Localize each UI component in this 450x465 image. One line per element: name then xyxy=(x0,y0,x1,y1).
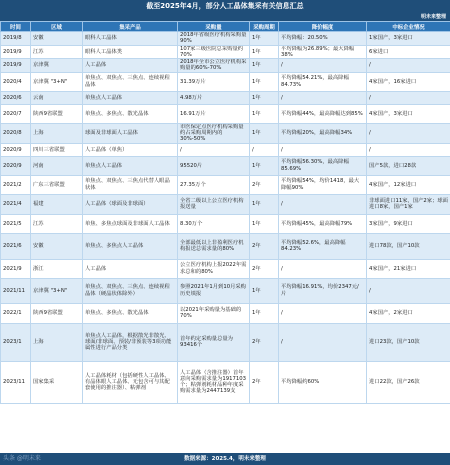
cell-cycle: 1年 xyxy=(250,32,279,46)
column-header-volume: 采购量 xyxy=(178,22,250,32)
cell-volume: 2018年全市公立医疗机构采购量的60%-70% xyxy=(178,59,250,73)
cell-winners: 4家国产，2家进口 xyxy=(367,303,450,323)
cell-volume: 全部最低以上非盈利医疗机构报送总需求量的80% xyxy=(178,233,250,259)
cell-time: 2020/7 xyxy=(1,104,31,123)
cell-time: 2021/4 xyxy=(1,194,31,214)
cell-product: 人工晶体耗材（包括硬性人工晶体、有晶体眼人工晶体、无包含可与其配套使用的推注器）、粘弹剂 xyxy=(83,361,178,403)
cell-volume: 2018年省级医疗机构采购量90% xyxy=(178,32,250,46)
cell-product: 人工晶体 xyxy=(83,59,178,73)
cell-product: 人工晶体 xyxy=(83,259,178,278)
cell-volume: 27.35万个 xyxy=(178,175,250,194)
cell-product: 单焦点、双焦点、三焦点、连续视程晶体（硬晶状体除外） xyxy=(83,278,178,303)
cell-winners: / xyxy=(367,91,450,104)
cell-region: 安徽 xyxy=(31,32,83,46)
table-row xyxy=(1,214,450,233)
cell-region: 安徽 xyxy=(31,233,83,259)
table-body xyxy=(1,32,450,404)
table-row xyxy=(1,123,450,143)
cell-volume: 107家三级医院总采购量约70% xyxy=(178,45,250,59)
cell-winners: / xyxy=(367,143,450,156)
cell-winners: 国产5款，进口28款 xyxy=(367,156,450,175)
cell-region: 江苏 xyxy=(31,214,83,233)
cell-drop: 平均降幅44%，最高降幅达到85% xyxy=(279,104,367,123)
cell-winners: 进口23款，国产10款 xyxy=(367,323,450,361)
cell-drop: / xyxy=(279,59,367,73)
cell-region: 四川三省联盟 xyxy=(31,143,83,156)
procurement-table xyxy=(0,21,450,404)
cell-region: 云南 xyxy=(31,91,83,104)
cell-winners: 4家国产，3家进口 xyxy=(367,104,450,123)
column-header-cycle: 采购周期 xyxy=(250,22,279,32)
cell-volume: 以2021年采购量为基础的70% xyxy=(178,303,250,323)
cell-region: 浙江 xyxy=(31,259,83,278)
cell-drop: 平均降幅54.21%，最高降幅84.73% xyxy=(279,72,367,91)
cell-cycle: 1年 xyxy=(250,91,279,104)
cell-region: 陕西9省联盟 xyxy=(31,303,83,323)
cell-region: 京津冀 "3+N" xyxy=(31,278,83,303)
cell-product: 单焦点、双焦点、三焦点代替人眼晶状体 xyxy=(83,175,178,194)
column-header-winners: 中标企业情况 xyxy=(367,22,450,32)
cell-time: 2020/6 xyxy=(1,91,31,104)
cell-volume: 公立医疗机构上报2022年需求总和的80% xyxy=(178,259,250,278)
cell-drop: 平均降幅45%，最高降幅79% xyxy=(279,214,367,233)
table-row xyxy=(1,361,450,403)
cell-time: 2019/9 xyxy=(1,59,31,73)
cell-time: 2023/11 xyxy=(1,361,31,403)
cell-winners: 4家国产，12家进口 xyxy=(367,175,450,194)
table-row xyxy=(1,45,450,59)
cell-cycle: 1年 xyxy=(250,72,279,91)
table-row xyxy=(1,259,450,278)
cell-winners: 非球面进口11家，国产2家；球面进口8家，国产1家 xyxy=(367,194,450,214)
cell-volume: 16.91万片 xyxy=(178,104,250,123)
cell-product: 人工晶体（单焦） xyxy=(83,143,178,156)
column-header-price-drop: 降价幅度 xyxy=(279,22,367,32)
table-row xyxy=(1,91,450,104)
cell-time: 2019/9 xyxy=(1,45,31,59)
cell-region: 河南 xyxy=(31,156,83,175)
cell-winners: 进口78款，国产10款 xyxy=(367,233,450,259)
table-row xyxy=(1,143,450,156)
cell-time: 2021/5 xyxy=(1,214,31,233)
cell-time: 2019/8 xyxy=(1,32,31,46)
cell-winners: 6家进口 xyxy=(367,45,450,59)
cell-winners: 3家国产，9家进口 xyxy=(367,214,450,233)
cell-product: 眼科人工晶体 xyxy=(83,32,178,46)
cell-cycle: 2年 xyxy=(250,361,279,403)
cell-time: 2021/6 xyxy=(1,233,31,259)
cell-product: 单焦点、双焦点、三焦点、连续视程晶体 xyxy=(83,72,178,91)
cell-cycle: 2年 xyxy=(250,233,279,259)
cell-time: 2021/2 xyxy=(1,175,31,194)
table-row xyxy=(1,175,450,194)
cell-cycle: 2年 xyxy=(250,259,279,278)
cell-winners: 进口22款，国产26款 xyxy=(367,361,450,403)
cell-cycle: 1年 xyxy=(250,59,279,73)
cell-time: 2021/9 xyxy=(1,259,31,278)
cell-time: 2021/11 xyxy=(1,278,31,303)
cell-time: 2020/9 xyxy=(1,156,31,175)
column-header-product: 集采产品 xyxy=(83,22,178,32)
cell-volume: 4.98万片 xyxy=(178,91,250,104)
cell-winners: / xyxy=(367,59,450,73)
cell-winners: / xyxy=(367,278,450,303)
cell-product: 单焦点人工晶体，根据散光非散光、球面/非球面、预装/非预装等3项功能属性进行产品分类 xyxy=(83,323,178,361)
cell-region: 广东三省联盟 xyxy=(31,175,83,194)
cell-drop: 平均降幅16.91%，均价2347元/片 xyxy=(279,278,367,303)
cell-drop: / xyxy=(279,259,367,278)
cell-cycle: 1年 xyxy=(250,303,279,323)
cell-drop: 平均降幅56.30%，最高降幅85.69% xyxy=(279,156,367,175)
table-row xyxy=(1,32,450,46)
table-row xyxy=(1,59,450,73)
table-row xyxy=(1,104,450,123)
table-row xyxy=(1,194,450,214)
cell-cycle: 1年 xyxy=(250,156,279,175)
cell-cycle: 1年 xyxy=(250,45,279,59)
cell-product: 单焦点人工晶体 xyxy=(83,156,178,175)
cell-drop: / xyxy=(279,194,367,214)
cell-drop: 平均降幅：20.50% xyxy=(279,32,367,46)
cell-cycle: 1年 xyxy=(250,123,279,143)
cell-product: 单焦点、多焦点人工晶体 xyxy=(83,233,178,259)
cell-region: 福建 xyxy=(31,194,83,214)
table-row xyxy=(1,72,450,91)
table-row xyxy=(1,323,450,361)
cell-volume: 市医保定点医疗机构采购量约占采购周期内的30%-50% xyxy=(178,123,250,143)
cell-time: 2020/8 xyxy=(1,123,31,143)
cell-drop: / xyxy=(279,91,367,104)
cell-region: 上海 xyxy=(31,323,83,361)
cell-winners: 4家国产，16家进口 xyxy=(367,72,450,91)
cell-drop: 平均降幅54%，均价1418，最大降幅90% xyxy=(279,175,367,194)
cell-volume: 首年约定采购量总量为93416个 xyxy=(178,323,250,361)
cell-winners: / xyxy=(367,123,450,143)
cell-cycle: 2年 xyxy=(250,323,279,361)
cell-region: 京津冀 xyxy=(31,59,83,73)
cell-volume: / xyxy=(178,143,250,156)
cell-cycle: 1年 xyxy=(250,194,279,214)
cell-cycle: / xyxy=(250,143,279,156)
cell-product: 单焦点人工晶体 xyxy=(83,91,178,104)
cell-time: 2023/1 xyxy=(1,323,31,361)
cell-cycle: 2年 xyxy=(250,175,279,194)
cell-drop: / xyxy=(279,143,367,156)
footer-note: 数据来源：2025.4，明未来整理 xyxy=(0,453,450,465)
cell-time: 2020/4 xyxy=(1,72,31,91)
cell-drop: / xyxy=(279,323,367,361)
header-row xyxy=(1,22,450,32)
cell-product: 眼科人工晶体类 xyxy=(83,45,178,59)
cell-product: 单焦点、多焦点、散光晶体 xyxy=(83,104,178,123)
cell-time: 2020/9 xyxy=(1,143,31,156)
cell-region: 京津冀 "3+N" xyxy=(31,72,83,91)
cell-volume: 31.39万片 xyxy=(178,72,250,91)
cell-volume: 95520片 xyxy=(178,156,250,175)
cell-cycle: 1年 xyxy=(250,104,279,123)
table-row xyxy=(1,233,450,259)
cell-drop: 平均降幅20%，最高降幅34% xyxy=(279,123,367,143)
source-credit: 明未来整理 xyxy=(0,13,450,21)
cell-time: 2022/1 xyxy=(1,303,31,323)
watermark: 头条 @明未来 xyxy=(3,455,41,462)
cell-region: 陕西9省联盟 xyxy=(31,104,83,123)
table-row xyxy=(1,156,450,175)
table-title: 截至2025年4月，部分人工晶体集采有关信息汇总 xyxy=(0,0,450,13)
cell-cycle: 1年 xyxy=(250,214,279,233)
table-row xyxy=(1,278,450,303)
cell-region: 国家集采 xyxy=(31,361,83,403)
cell-product: 单焦、多焦点球面及非球面人工晶体 xyxy=(83,214,178,233)
cell-drop: 平均降幅约60% xyxy=(279,361,367,403)
cell-winners: 4家国产，21家进口 xyxy=(367,259,450,278)
cell-product: 球面及非球面人工晶体 xyxy=(83,123,178,143)
cell-region: 上海 xyxy=(31,123,83,143)
cell-drop: 平均降幅52.6%，最高降幅84.23% xyxy=(279,233,367,259)
cell-volume: 参照2021年1月到10月采购历史填报 xyxy=(178,278,250,303)
cell-drop: / xyxy=(279,303,367,323)
cell-volume: 人工晶体（含推注器）首年意向采购需求量为1917103个；粘弹剂耗材品种年度采购需求量为2447139支 xyxy=(178,361,250,403)
table-row xyxy=(1,303,450,323)
cell-region: 江苏 xyxy=(31,45,83,59)
cell-drop: 平均降幅为26.89%；最大降幅38% xyxy=(279,45,367,59)
cell-product: 人工晶体（球面及非球面） xyxy=(83,194,178,214)
cell-cycle: 1年 xyxy=(250,278,279,303)
cell-volume: 全省二级以上公立医疗机构报送量 xyxy=(178,194,250,214)
cell-volume: 8.30万个 xyxy=(178,214,250,233)
column-header-region: 区域 xyxy=(31,22,83,32)
cell-winners: 1家国产，3家进口 xyxy=(367,32,450,46)
cell-product: 单焦点、多焦点、散光晶体 xyxy=(83,303,178,323)
column-header-time: 时间 xyxy=(1,22,31,32)
